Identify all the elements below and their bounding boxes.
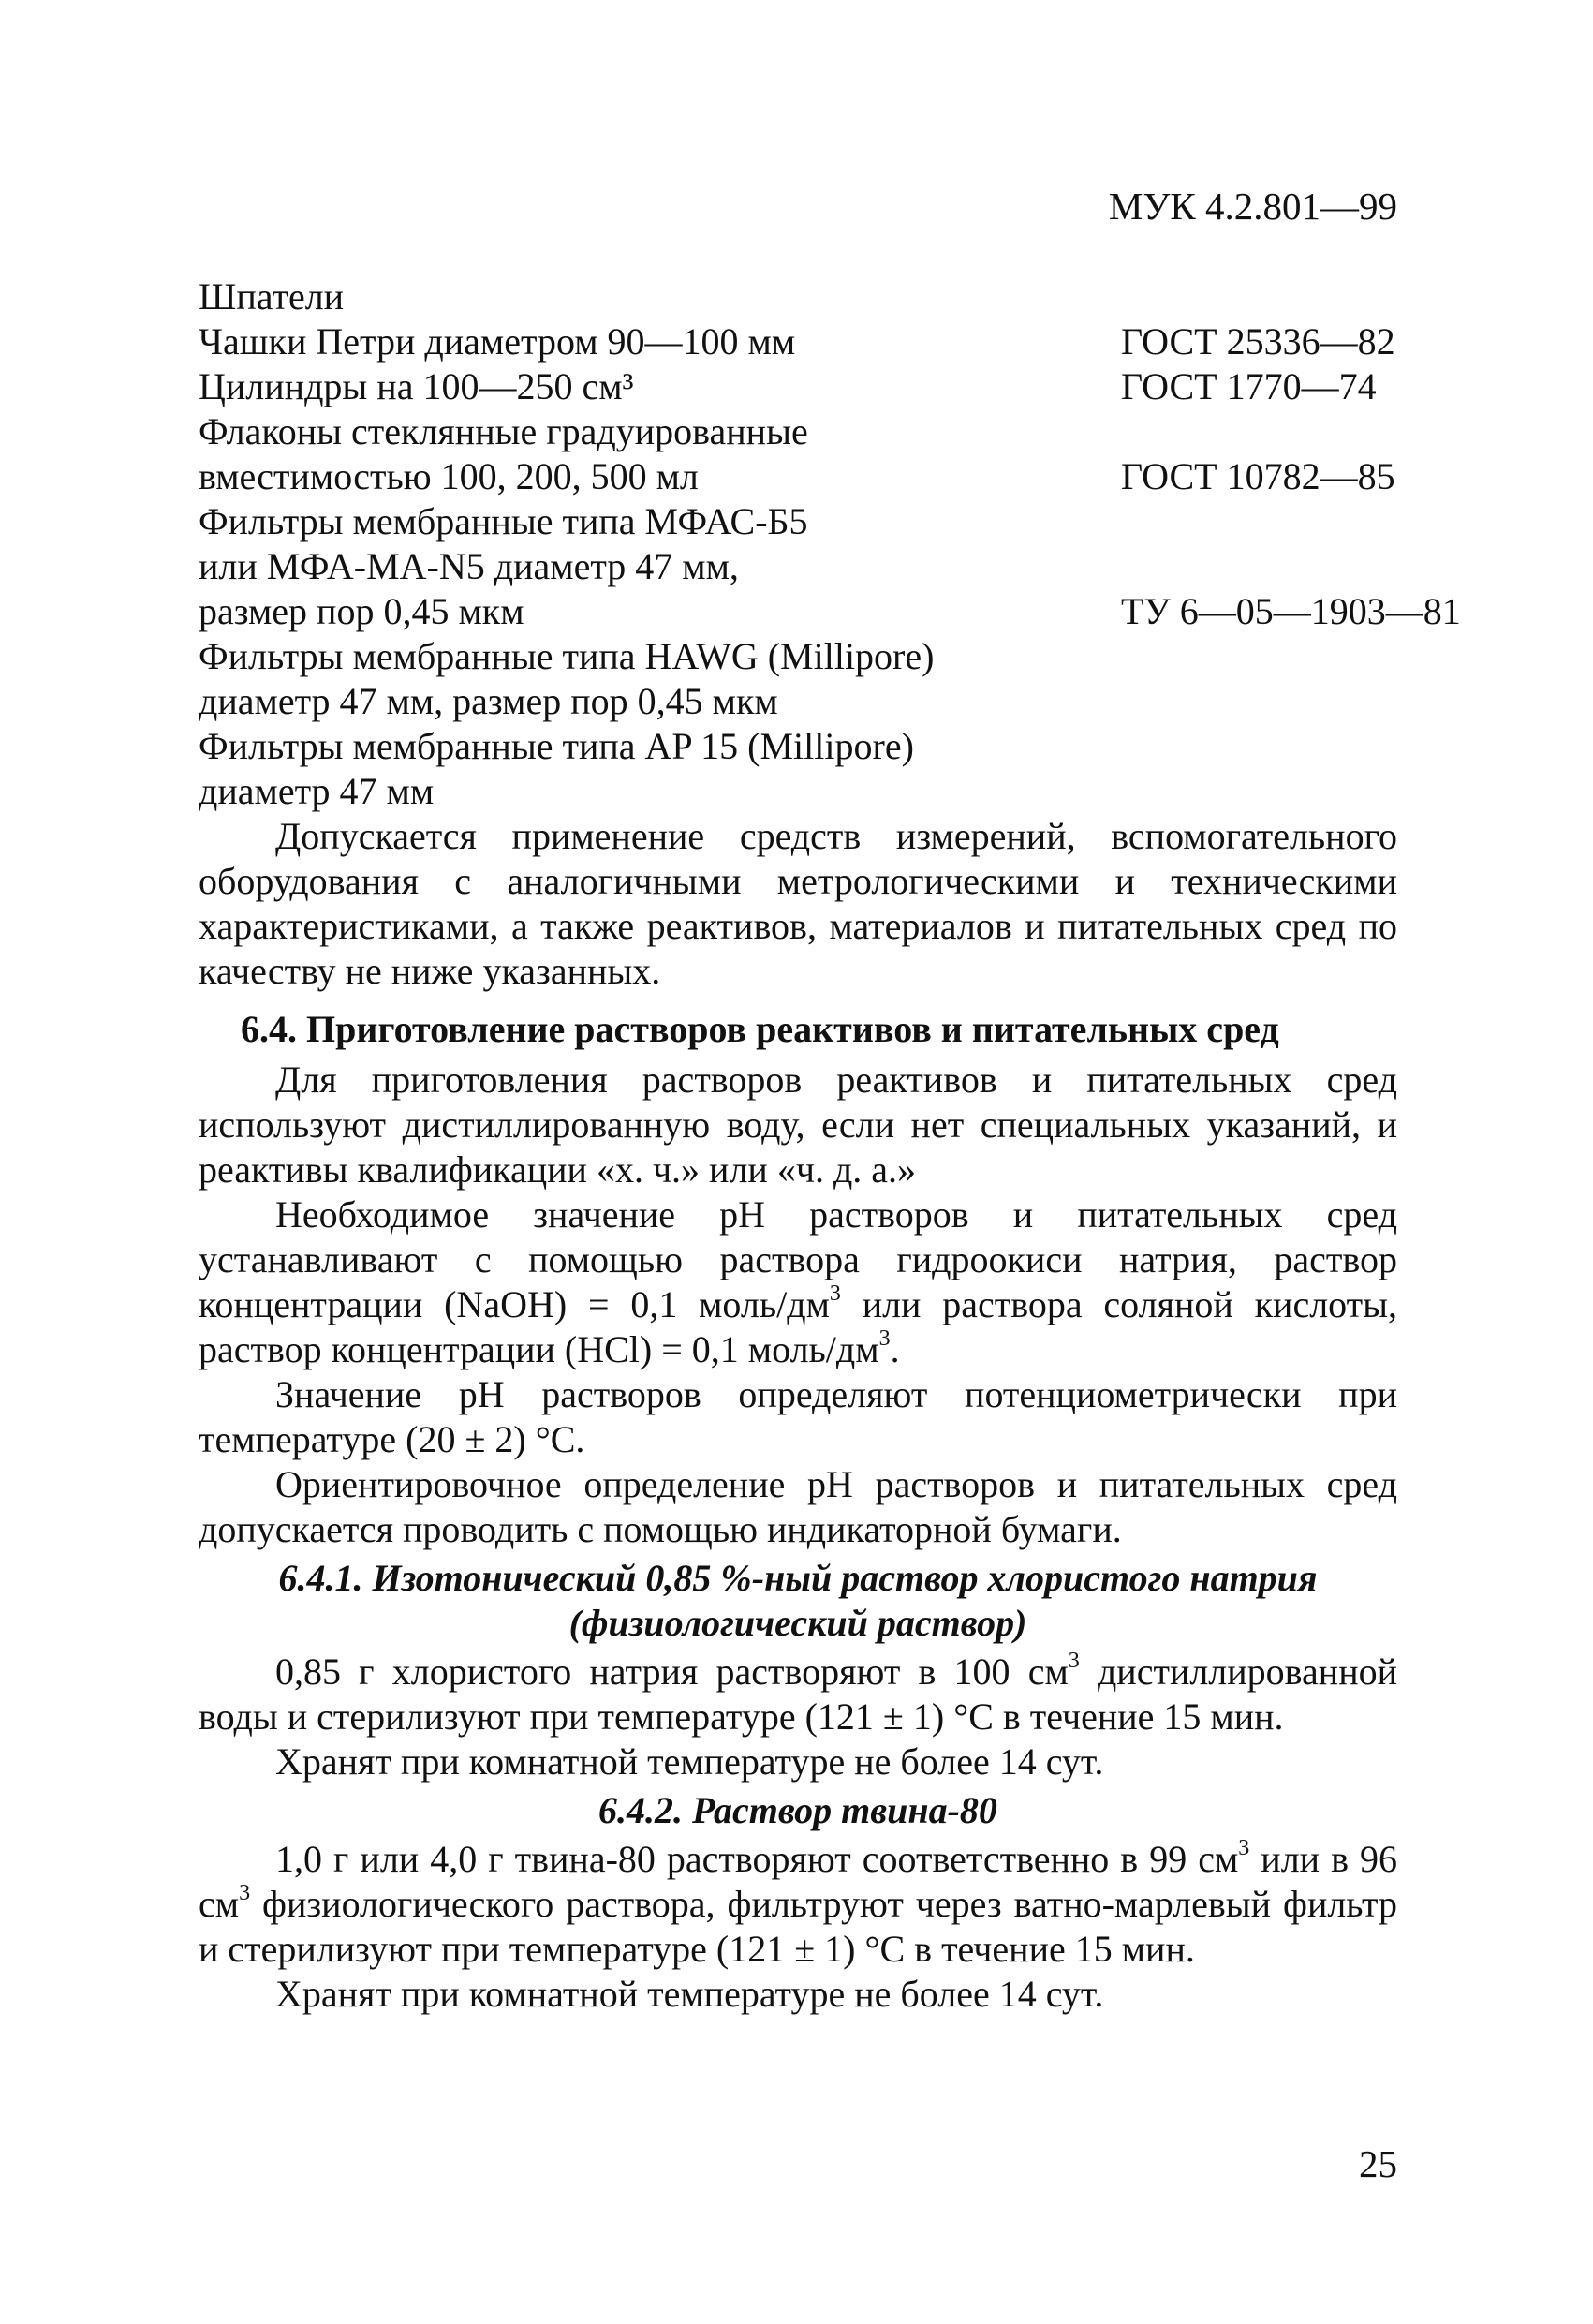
- equipment-name: Цилиндры на 100—250 см³: [199, 365, 634, 407]
- heading-line: 6.4.1. Изотонический 0,85 %-ный раствор хлористого натрия: [278, 1557, 1318, 1599]
- section-6-4-1-paragraph-1: [199, 1650, 1397, 1739]
- equipment-name: вместимостью 100, 200, 500 мл: [199, 455, 699, 497]
- text-run: 1,0 г или 4,0 г твина-80 растворяют соответственно в 99 см: [275, 1838, 1239, 1880]
- superscript: 3: [829, 1281, 841, 1306]
- document-code-header: МУК 4.2.801—99: [1108, 185, 1397, 228]
- section-6-4-paragraph-2: [199, 1192, 1397, 1372]
- equipment-standard: ГОСТ 1770—74: [1121, 365, 1377, 407]
- equipment-row: [199, 544, 1397, 589]
- equipment-row: [199, 409, 1397, 454]
- equipment-name: или МФА-МА-N5 диаметр 47 мм,: [199, 545, 739, 587]
- equipment-name: Флаконы стеклянные градуированные: [199, 410, 808, 452]
- section-6-4-heading: 6.4. Приготовление растворов реактивов и питательных сред: [241, 1008, 1279, 1050]
- equipment-name: диаметр 47 мм, размер пор 0,45 мкм: [199, 680, 778, 722]
- equipment-row: [199, 634, 1397, 679]
- equipment-row: [199, 454, 1397, 499]
- superscript: 3: [239, 1881, 251, 1905]
- section-6-4-2-paragraph-2: Хранят при комнатной температуре не более 14 сут.: [275, 1973, 1104, 2015]
- section-6-4-paragraph-4: Ориентировочное определение pH растворов и питательных сред допускается проводить с помощью индикаторной бумаги.: [199, 1463, 1397, 1550]
- allowance-paragraph: Допускается применение средств измерений, вспомогательного оборудования с аналогичными метрологическими и техническими характеристиками, а также реактивов, материалов и питательных сред по качеству не ниже указанных.: [199, 815, 1397, 992]
- text-run: .: [890, 1328, 900, 1370]
- equipment-standard: ГОСТ 10782—85: [1121, 455, 1395, 497]
- text-run: дистиллированной воды и стерилизуют при температуре (121 ± 1) °С в течение 15 мин.: [199, 1650, 1398, 1738]
- equipment-row: [199, 589, 1461, 634]
- equipment-row: [199, 274, 1397, 319]
- equipment-row: [199, 769, 1397, 814]
- equipment-row: [199, 679, 1397, 724]
- section-6-4-paragraph-1: Для приготовления растворов реактивов и питательных сред используют дистиллированную воду, если нет специальных указаний, и реактивы квалификации «х. ч.» или «ч. д. а.»: [199, 1058, 1397, 1191]
- equipment-row: [199, 364, 1397, 409]
- section-6-4-1-paragraph-2: Хранят при комнатной температуре не более 14 сут.: [275, 1740, 1104, 1783]
- equipment-row: [199, 499, 1397, 544]
- text-run: 0,85 г хлористого натрия растворяют в 100 см: [275, 1650, 1069, 1693]
- text-run: физиологического раствора, фильтруют через ватно-марлевый фильтр и стерилизуют при температуре (121 ± 1) °С в течение 15 мин.: [199, 1883, 1397, 1970]
- section-6-4-2-paragraph-1: [199, 1837, 1397, 1972]
- equipment-row: [199, 724, 1397, 769]
- equipment-name: Чашки Петри диаметром 90—100 мм: [199, 320, 796, 363]
- section-6-4-2-heading: 6.4.2. Раствор твина-80: [598, 1789, 997, 1831]
- equipment-list: [199, 274, 1461, 814]
- superscript: 3: [1068, 1649, 1080, 1673]
- text-run: Необходимое значение pH растворов и питательных сред устанавливают с помощью раствора гидроокиси натрия, раствор концентрации (NaOH) = 0,1 моль/дм: [199, 1193, 1397, 1325]
- heading-line: (физиологический раствор): [568, 1602, 1027, 1644]
- equipment-standard: ГОСТ 25336—82: [1121, 320, 1395, 363]
- section-6-4-paragraph-3: Значение pH растворов определяют потенциометрически при температуре (20 ± 2) °С.: [199, 1373, 1397, 1460]
- text-run: или раствора соляной кислоты, раствор концентрации (HCl) = 0,1 моль/дм: [199, 1283, 1397, 1370]
- equipment-name: Фильтры мембранные типа AP 15 (Millipore): [199, 725, 914, 767]
- equipment-name: диаметр 47 мм: [199, 770, 435, 812]
- superscript: 3: [1238, 1836, 1250, 1860]
- equipment-row: [199, 319, 1397, 364]
- section-6-4-1-heading: [199, 1556, 1397, 1646]
- equipment-name: Шпатели: [199, 275, 345, 318]
- equipment-name: размер пор 0,45 мкм: [199, 590, 524, 632]
- superscript: 3: [878, 1326, 891, 1351]
- equipment-name: Фильтры мембранные типа МФАС-Б5: [199, 500, 808, 542]
- equipment-standard: ТУ 6—05—1903—81: [1121, 590, 1461, 632]
- text-run: или в 96 см: [199, 1838, 1397, 1925]
- page-number: 25: [1359, 2142, 1397, 2185]
- page-content: [199, 274, 1461, 2017]
- equipment-name: Фильтры мембранные типа HAWG (Millipore): [199, 635, 935, 677]
